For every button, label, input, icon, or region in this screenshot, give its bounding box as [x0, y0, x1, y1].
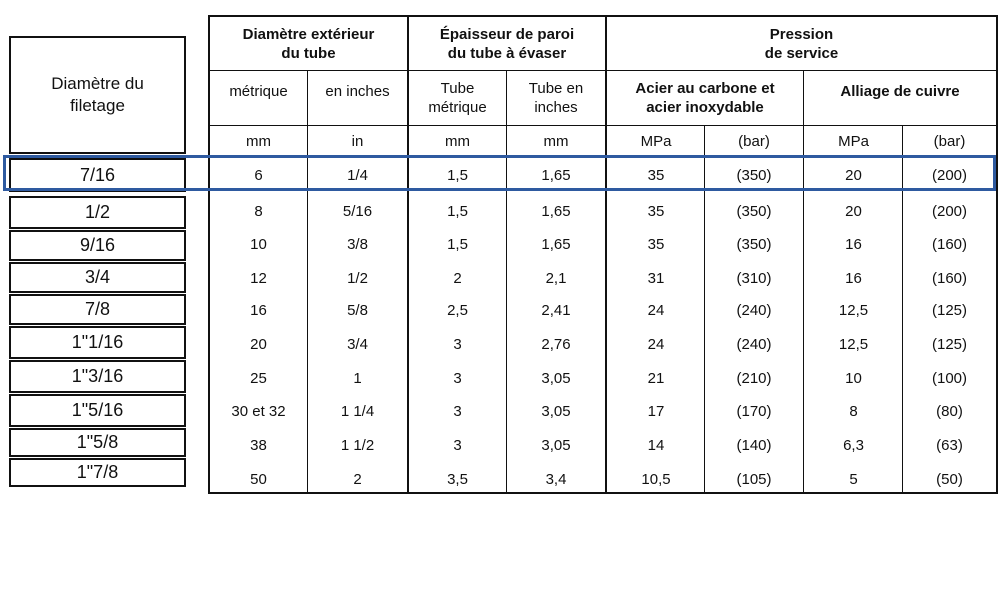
tube-metric-header: [409, 71, 506, 125]
table-cell: 38: [250, 436, 267, 454]
thread-diameter-row: 7/16: [9, 158, 186, 192]
thread-diameter-header-line1: Diamètre du: [51, 74, 144, 93]
table-cell: 3: [453, 402, 462, 420]
tube-metric-header-line2: métrique: [428, 99, 487, 116]
tube-od-header: [210, 17, 407, 70]
table-cell: 31: [647, 269, 665, 287]
thread-diameter-row: 1"3/16: [9, 360, 186, 393]
unit-cell: MPa: [640, 133, 672, 150]
tube-inch-header-line1: Tube en: [528, 80, 584, 97]
unit-cell: (bar): [933, 133, 966, 150]
thread-diameter-row: 7/8: [9, 294, 186, 325]
thread-diameter-row: 1/2: [9, 196, 186, 229]
table-cell: 2,76: [541, 335, 571, 353]
table-cell: 20: [845, 202, 862, 220]
table-cell: 16: [845, 269, 862, 287]
table-cell: (210): [736, 369, 772, 387]
thread-diameter-row: 1"5/8: [9, 428, 186, 457]
thread-diameter-row: 9/16: [9, 230, 186, 261]
table-cell: 14: [647, 436, 665, 454]
table-cell: 5/8: [347, 301, 368, 319]
table-cell: 2,5: [447, 301, 468, 319]
steel-header-line2: acier inoxydable: [646, 99, 764, 116]
steel-header-line1: Acier au carbone et: [635, 80, 775, 97]
table-cell: 12,5: [838, 301, 869, 319]
table-cell: 20: [250, 335, 267, 353]
unit-cell: in: [351, 133, 364, 150]
thread-diameter-row: 1"7/8: [9, 458, 186, 487]
pressure-header-line2: de service: [764, 44, 839, 62]
table-cell: 3,4: [545, 470, 567, 488]
copper-header: Alliage de cuivre: [840, 82, 960, 100]
table-cell: 6,3: [843, 436, 864, 454]
table-cell: (100): [931, 369, 968, 387]
table-cell: 35: [647, 202, 665, 220]
table-cell: 1,65: [541, 166, 571, 184]
table-cell: 3/8: [347, 235, 368, 253]
tube-od-header-line1: Diamètre extérieur: [242, 25, 375, 43]
table-cell: 25: [250, 369, 267, 387]
table-cell: 2,1: [545, 269, 567, 287]
table-cell: 2: [353, 470, 362, 488]
table-cell: (350): [736, 166, 772, 184]
table-cell: 8: [849, 402, 858, 420]
unit-cell: mm: [543, 133, 569, 150]
steel-header: [607, 71, 803, 125]
table-cell: 10: [250, 235, 267, 253]
table-cell: 1,5: [447, 166, 468, 184]
table-cell: 3,05: [541, 369, 571, 387]
table-cell: 1 1/4: [340, 402, 375, 420]
table-cell: 17: [647, 402, 665, 420]
table-cell: 2: [453, 269, 462, 287]
tube-inch-header-line2: inches: [534, 99, 578, 116]
table-cell: (200): [931, 166, 968, 184]
table-cell: 2,41: [541, 301, 571, 319]
table-cell: 3,5: [447, 470, 468, 488]
table-cell: 3,05: [541, 402, 571, 420]
table-cell: 1,5: [447, 235, 468, 253]
table-cell: 12: [250, 269, 267, 287]
table-cell: 1,65: [541, 235, 571, 253]
tube-metric-header-line1: Tube: [440, 80, 475, 97]
table-cell: (240): [736, 301, 772, 319]
table-cell: 3/4: [347, 335, 368, 353]
wall-thickness-header-line2: du tube à évaser: [447, 44, 567, 62]
table-cell: 3: [453, 335, 462, 353]
tube-od-header-line2: du tube: [281, 44, 336, 62]
table-cell: 1/4: [347, 166, 368, 184]
thread-diameter-row: 1"1/16: [9, 326, 186, 359]
table-cell: 16: [250, 301, 267, 319]
tube-pressure-table: [208, 15, 998, 494]
table-cell: 24: [647, 301, 665, 319]
table-cell: (50): [936, 470, 963, 488]
table-cell: 21: [647, 369, 665, 387]
table-cell: (125): [931, 335, 968, 353]
table-cell: 50: [250, 470, 267, 488]
table-cell: (160): [931, 269, 968, 287]
unit-cell: MPa: [838, 133, 869, 150]
table-cell: (170): [736, 402, 772, 420]
table-cell: (80): [936, 402, 963, 420]
table-cell: (105): [736, 470, 772, 488]
table-cell: 1,65: [541, 202, 571, 220]
table-cell: 1/2: [347, 269, 368, 287]
thread-diameter-header-line2: filetage: [70, 96, 125, 115]
table-cell: 1: [353, 369, 362, 387]
table-cell: 5: [849, 470, 858, 488]
table-cell: 35: [647, 166, 665, 184]
thread-diameter-header: [9, 36, 186, 154]
metric-header: métrique: [229, 82, 288, 100]
thread-diameter-row: 1"5/16: [9, 394, 186, 427]
table-cell: 3: [453, 369, 462, 387]
unit-cell: mm: [246, 133, 271, 150]
table-cell: (140): [736, 436, 772, 454]
table-cell: 1,5: [447, 202, 468, 220]
table-cell: 5/16: [342, 202, 373, 220]
table-cell: (63): [936, 436, 963, 454]
table-cell: (350): [736, 202, 772, 220]
inches-header: en inches: [325, 82, 390, 100]
table-cell: 10: [845, 369, 862, 387]
thread-diameter-row: 3/4: [9, 262, 186, 293]
table-cell: (160): [931, 235, 968, 253]
table-cell: 20: [845, 166, 862, 184]
wall-thickness-header: [409, 17, 605, 70]
pressure-header-line1: Pression: [769, 25, 834, 43]
table-cell: (350): [736, 235, 772, 253]
wall-thickness-header-line1: Épaisseur de paroi: [439, 25, 575, 43]
table-cell: 12,5: [838, 335, 869, 353]
highlight-row-frame: [3, 155, 996, 191]
unit-cell: mm: [445, 133, 470, 150]
table-cell: 16: [845, 235, 862, 253]
table-cell: (200): [931, 202, 968, 220]
table-cell: 10,5: [641, 470, 671, 488]
table-cell: 3: [453, 436, 462, 454]
table-cell: 35: [647, 235, 665, 253]
pressure-header: [607, 17, 996, 70]
table-cell: 24: [647, 335, 665, 353]
table-cell: 30 et 32: [231, 402, 286, 420]
table-cell: 6: [254, 166, 263, 184]
table-cell: 1 1/2: [340, 436, 375, 454]
table-cell: (310): [736, 269, 772, 287]
tube-inch-header: [507, 71, 605, 125]
table-cell: 3,05: [541, 436, 571, 454]
table-cell: 8: [254, 202, 263, 220]
table-cell: (125): [931, 301, 968, 319]
unit-cell: (bar): [738, 133, 770, 150]
thread-diameter-table: [9, 36, 186, 482]
table-cell: (240): [736, 335, 772, 353]
